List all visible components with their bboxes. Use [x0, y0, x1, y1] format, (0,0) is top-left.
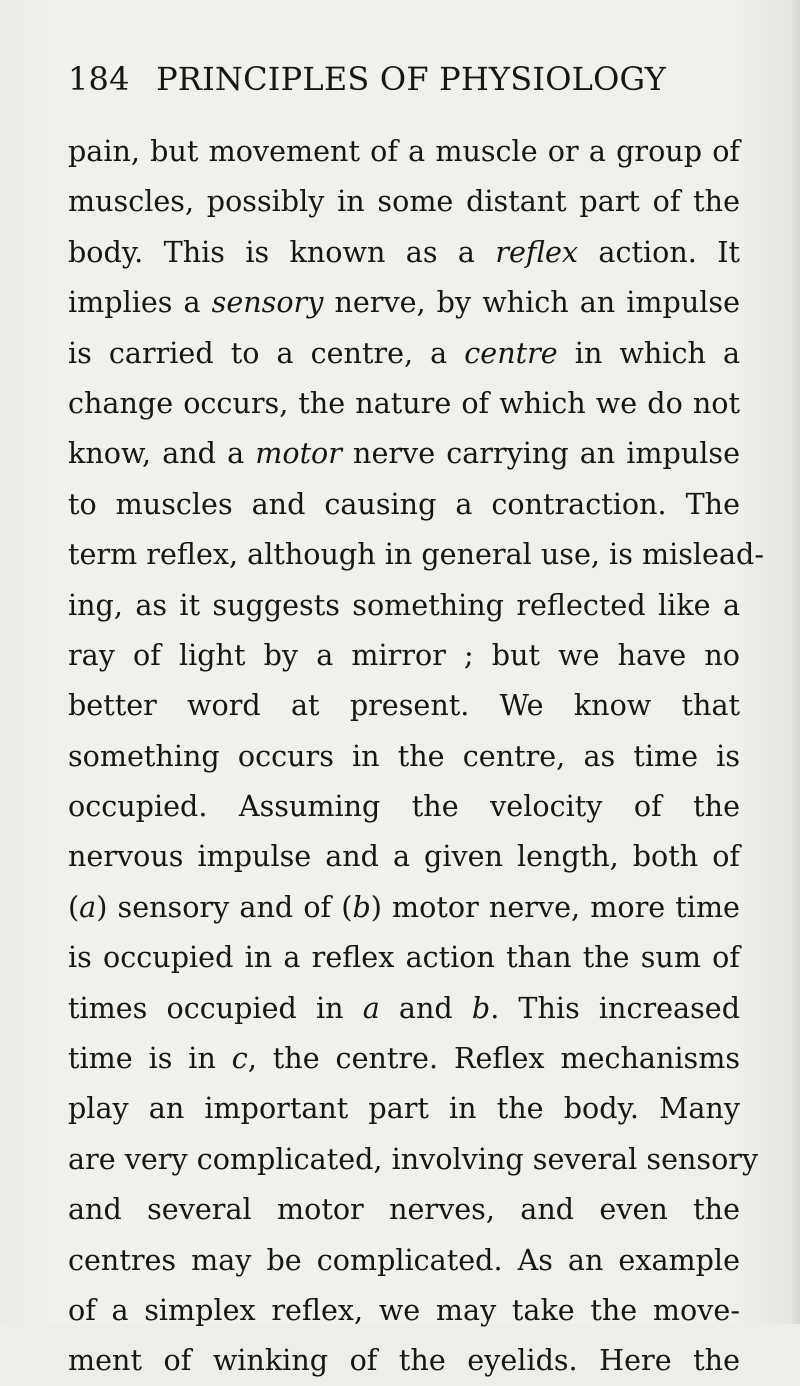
text-segment: nerve, by which an impulse: [323, 285, 740, 320]
text-line: [68, 983, 740, 1033]
text-segment: pain, but movement of a muscle or a group of: [68, 134, 740, 168]
italic-term: motor: [255, 436, 342, 471]
text-segment: (: [68, 889, 80, 924]
text-segment: centres may be complicated. As an example: [68, 1242, 740, 1277]
text-line: [68, 227, 740, 277]
text-line: [68, 781, 740, 831]
page-edge-shadow: [790, 0, 800, 1324]
text-segment: to muscles and causing a contraction. The: [68, 486, 740, 521]
text-segment: times occupied in: [68, 990, 363, 1025]
text-segment: body. This is known as a: [68, 234, 496, 269]
text-line: [68, 1235, 740, 1285]
text-segment: ray of light by a mirror ; but we have no: [68, 637, 740, 672]
text-line: [68, 1285, 740, 1335]
text-segment: ment of winking of the eyelids. Here the: [68, 1343, 740, 1378]
text-segment: ) motor nerve, more time: [370, 889, 740, 924]
text-segment: occupied. Assuming the velocity of the: [68, 789, 740, 824]
text-line: [68, 378, 740, 428]
text-segment: term reflex, although in general use, is mislead-: [68, 537, 764, 572]
text-line: [68, 1033, 740, 1083]
text-line: [68, 1184, 740, 1234]
text-line: [68, 479, 740, 529]
text-line: [68, 126, 740, 176]
text-segment: are very complicated, involving several sensory: [68, 1141, 759, 1176]
text-segment: know, and a: [68, 436, 256, 471]
italic-term: a: [362, 990, 380, 1025]
text-segment: ing, as it suggests something reflected like a: [68, 587, 740, 622]
running-title: PRINCIPLES OF PHYSIOLOGY: [156, 60, 667, 98]
text-segment: play an important part in the body. Many: [68, 1091, 740, 1126]
text-segment: is carried to a centre, a: [68, 335, 465, 370]
text-segment: implies a: [68, 285, 212, 320]
text-line: [68, 529, 764, 579]
text-line: [68, 580, 740, 630]
text-line: [68, 882, 740, 932]
body-paragraph: [68, 126, 764, 1386]
text-segment: ) sensory and of (: [96, 889, 353, 924]
text-segment: of a simplex reflex, we may take the move-: [68, 1292, 740, 1327]
text-line: [68, 328, 740, 378]
text-line: [68, 932, 740, 982]
text-segment: . This increased: [490, 990, 741, 1025]
text-segment: better word at present. We know that: [68, 688, 740, 723]
text-line: [68, 176, 740, 226]
page-number: 184: [68, 60, 130, 98]
text-segment: change occurs, the nature of which we do not: [68, 385, 740, 420]
text-line: [68, 1134, 759, 1184]
italic-term: sensory: [211, 285, 324, 320]
text-segment: in which a: [557, 335, 740, 370]
text-line: [68, 277, 740, 327]
text-segment: , the centre. Reflex mechanisms: [247, 1041, 740, 1076]
italic-term: b: [471, 990, 491, 1025]
text-line: [68, 831, 740, 881]
text-segment: nerve carrying an impulse: [341, 436, 740, 471]
text-segment: is occupied in a reflex action than the sum of: [68, 940, 740, 975]
text-segment: something occurs in the centre, as time is: [68, 738, 740, 773]
text-line: [68, 1335, 740, 1385]
italic-term: a: [79, 889, 97, 924]
italic-term: centre: [464, 335, 558, 370]
text-line: [68, 731, 740, 781]
text-segment: nervous impulse and a given length, both of: [68, 839, 740, 874]
italic-term: b: [352, 889, 371, 924]
text-segment: time is in: [68, 1041, 232, 1076]
italic-term: c: [231, 1041, 248, 1076]
text-line: [68, 680, 740, 730]
text-line: [68, 428, 740, 478]
running-header: [68, 60, 666, 98]
italic-term: reflex: [495, 234, 579, 269]
text-segment: and several motor nerves, and even the: [68, 1192, 740, 1227]
text-line: [68, 1083, 740, 1133]
text-segment: action. It: [578, 234, 740, 269]
text-line: [68, 630, 740, 680]
text-segment: muscles, possibly in some distant part of the: [68, 184, 740, 219]
text-segment: and: [379, 990, 472, 1025]
